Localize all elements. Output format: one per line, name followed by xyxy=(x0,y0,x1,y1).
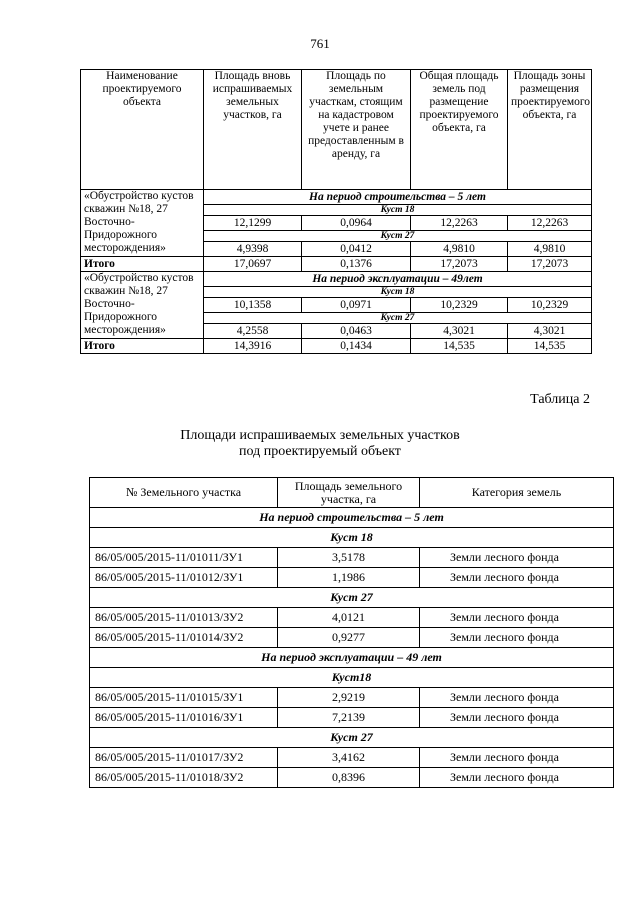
table-row xyxy=(90,568,614,588)
table-caption: Таблица 2 xyxy=(530,392,590,407)
land-category: Земли лесного фонда xyxy=(420,568,614,588)
table-row xyxy=(90,608,614,628)
operation-period-heading: На период эксплуатации – 49лет xyxy=(204,272,592,287)
table-row xyxy=(90,748,614,768)
total-label: Итого xyxy=(81,257,204,272)
value-cell: 4,3021 xyxy=(411,324,508,339)
header-zone-area: Площадь зоны размещения проектируемого объекта, га xyxy=(508,70,592,190)
value-cell: 4,9810 xyxy=(411,242,508,257)
total-value-cell: 0,1434 xyxy=(302,339,411,354)
header-plot-number: № Земельного участка xyxy=(90,478,278,508)
total-value-cell: 14,535 xyxy=(508,339,592,354)
header-total-area: Общая площадь земель под размещение проектируемого объекта, га xyxy=(411,70,508,190)
value-cell: 0,0412 xyxy=(302,242,411,257)
table-title-line-1: Площади испрашиваемых земельных участков xyxy=(180,428,460,443)
construction-period-heading: На период строительства – 5 лет xyxy=(204,190,592,205)
value-cell: 4,3021 xyxy=(508,324,592,339)
table-title xyxy=(0,428,640,460)
plot-number: 86/05/005/2015-11/01017/ЗУ2 xyxy=(90,748,278,768)
plot-area: 3,4162 xyxy=(278,748,420,768)
plot-number: 86/05/005/2015-11/01016/ЗУ1 xyxy=(90,708,278,728)
section-heading: На период строительства – 5 лет xyxy=(90,508,614,528)
value-cell: 4,9398 xyxy=(204,242,302,257)
kust-heading: Куст18 xyxy=(90,668,614,688)
plot-area: 2,9219 xyxy=(278,688,420,708)
header-plot-area: Площадь земельного участка, га xyxy=(278,478,420,508)
kust-heading: Куст 27 xyxy=(90,588,614,608)
object-name-cell: «Обустройство кустов скважин №18, 27 Восточно-Придорожного месторождения» xyxy=(81,190,204,257)
page-number: 761 xyxy=(310,36,330,51)
total-value-cell: 14,3916 xyxy=(204,339,302,354)
value-cell: 12,2263 xyxy=(508,216,592,231)
kust-heading: Куст 18 xyxy=(204,205,592,216)
value-cell: 0,0971 xyxy=(302,298,411,313)
header-object-name: Наименование проектируемого объекта xyxy=(81,70,204,190)
total-value-cell: 17,0697 xyxy=(204,257,302,272)
value-cell: 10,2329 xyxy=(411,298,508,313)
plot-number: 86/05/005/2015-11/01013/ЗУ2 xyxy=(90,608,278,628)
total-value-cell: 0,1376 xyxy=(302,257,411,272)
value-cell: 0,0964 xyxy=(302,216,411,231)
total-value-cell: 17,2073 xyxy=(508,257,592,272)
value-cell: 0,0463 xyxy=(302,324,411,339)
land-category: Земли лесного фонда xyxy=(420,748,614,768)
plot-number: 86/05/005/2015-11/01015/ЗУ1 xyxy=(90,688,278,708)
plot-area: 0,9277 xyxy=(278,628,420,648)
land-category: Земли лесного фонда xyxy=(420,608,614,628)
plot-number: 86/05/005/2015-11/01012/ЗУ1 xyxy=(90,568,278,588)
header-new-area: Площадь вновь испрашиваемых земельных участков, га xyxy=(204,70,302,190)
land-plots-table xyxy=(89,477,614,788)
value-cell: 4,2558 xyxy=(204,324,302,339)
land-category: Земли лесного фонда xyxy=(420,768,614,788)
plot-area: 0,8396 xyxy=(278,768,420,788)
value-cell: 4,9810 xyxy=(508,242,592,257)
land-category: Земли лесного фонда xyxy=(420,708,614,728)
land-area-summary-table xyxy=(80,69,592,354)
table-row xyxy=(90,768,614,788)
land-category: Земли лесного фонда xyxy=(420,548,614,568)
plot-area: 7,2139 xyxy=(278,708,420,728)
total-value-cell: 14,535 xyxy=(411,339,508,354)
kust-heading: Куст 27 xyxy=(90,728,614,748)
plot-number: 86/05/005/2015-11/01011/ЗУ1 xyxy=(90,548,278,568)
total-value-cell: 17,2073 xyxy=(411,257,508,272)
plot-area: 4,0121 xyxy=(278,608,420,628)
plot-number: 86/05/005/2015-11/01018/ЗУ2 xyxy=(90,768,278,788)
table-title-line-2: под проектируемый объект xyxy=(239,444,401,459)
value-cell: 10,1358 xyxy=(204,298,302,313)
object-name-cell: «Обустройство кустов скважин №18, 27 Восточно-Придорожного месторождения» xyxy=(81,272,204,339)
value-cell: 10,2329 xyxy=(508,298,592,313)
table-row xyxy=(90,708,614,728)
header-cadastral-area: Площадь по земельным участкам, стоящим на кадастровом учете и ранее предоставленным в аренду, га xyxy=(302,70,411,190)
total-label: Итого xyxy=(81,339,204,354)
kust-heading: Куст 18 xyxy=(90,528,614,548)
kust-heading: Куст 18 xyxy=(204,287,592,298)
table-row xyxy=(90,628,614,648)
value-cell: 12,1299 xyxy=(204,216,302,231)
plot-area: 3,5178 xyxy=(278,548,420,568)
land-category: Земли лесного фонда xyxy=(420,628,614,648)
plot-number: 86/05/005/2015-11/01014/ЗУ2 xyxy=(90,628,278,648)
plot-area: 1,1986 xyxy=(278,568,420,588)
land-category: Земли лесного фонда xyxy=(420,688,614,708)
kust-heading: Куст 27 xyxy=(204,313,592,324)
value-cell: 12,2263 xyxy=(411,216,508,231)
header-land-category: Категория земель xyxy=(420,478,614,508)
table-row xyxy=(90,688,614,708)
kust-heading: Куст 27 xyxy=(204,231,592,242)
section-heading: На период эксплуатации – 49 лет xyxy=(90,648,614,668)
table-row xyxy=(90,548,614,568)
